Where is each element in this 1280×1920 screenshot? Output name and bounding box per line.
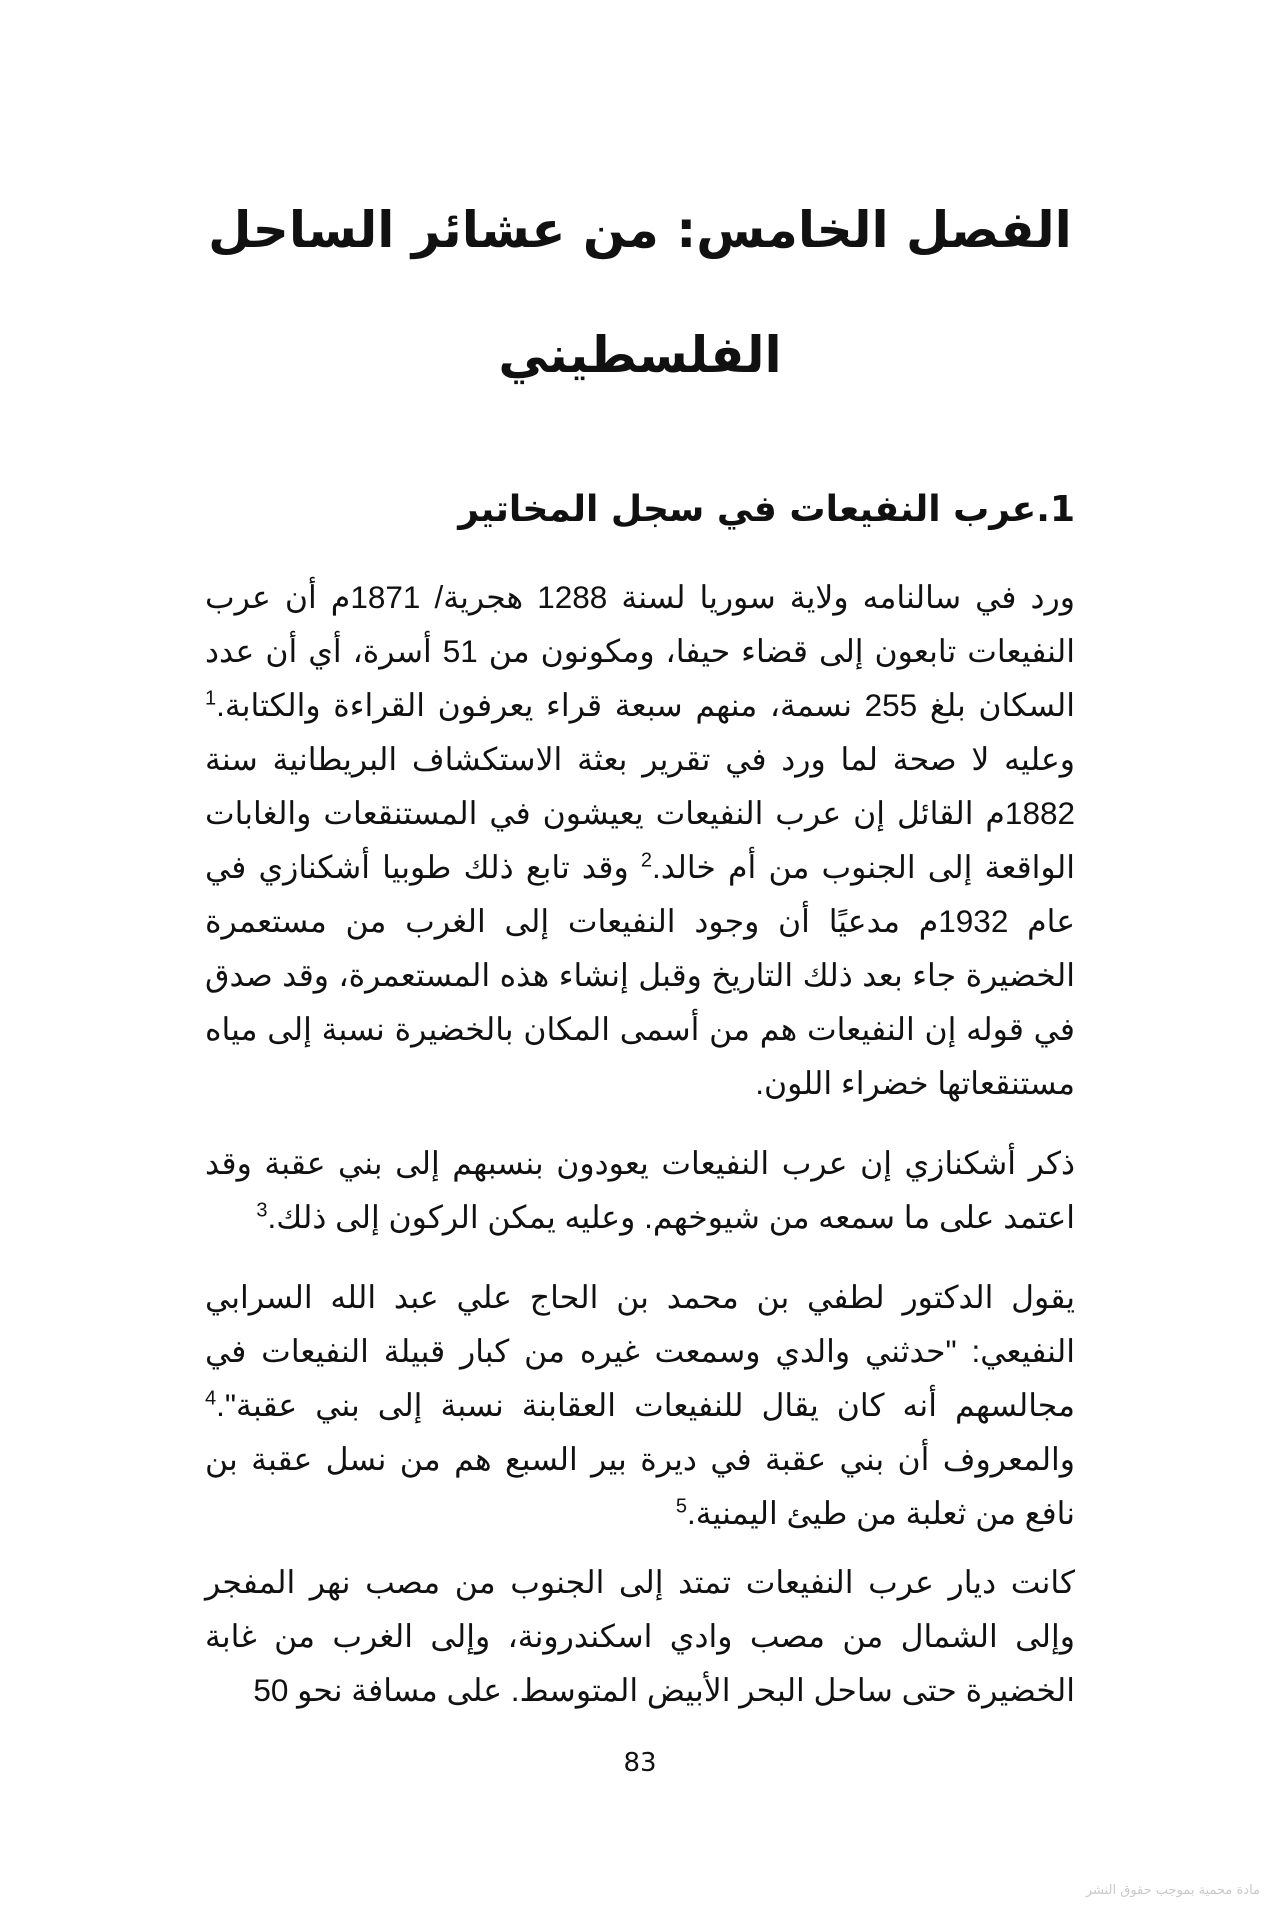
chapter-title-line-2: الفلسطيني bbox=[498, 326, 782, 384]
paragraph-2-text-a: ذكر أشكنازي إن عرب النفيعات يعودون بنسبهم إلى بني عقبة وقد اعتمد على ما سمعه من شيوخهم. وعليه يمكن الركون إلى ذلك. bbox=[205, 1145, 1075, 1235]
paragraph-3-text-b: والمعروف أن بني عقبة في ديرة بير السبع هم من نسل عقبة بن نافع من ثعلبة من طيئ اليمنية. bbox=[205, 1441, 1075, 1531]
paragraph-1-text-a: ورد في سالنامه ولاية سوريا لسنة 1288 هجرية/ 1871م أن عرب النفيعات تابعون إلى قضاء حيفا، ومكونون من 51 أسرة، أي أن عدد السكان بلغ 255 نسمة، منهم سبعة قراء يعرفون القراءة والكتابة. bbox=[205, 579, 1075, 723]
footnote-marker-2[interactable]: 2 bbox=[640, 849, 652, 872]
paragraph-3 bbox=[205, 1270, 1075, 1540]
footnote-marker-1[interactable]: 1 bbox=[205, 687, 217, 710]
paragraph-1-text-b: وعليه لا صحة لما ورد في تقرير بعثة الاستكشاف البريطانية سنة 1882م القائل إن عرب النفيعات يعيشون في المستنقعات والغابات الواقعة إلى الجنوب من أم خالد. bbox=[205, 741, 1076, 885]
paragraph-1-text-c: وقد تابع ذلك طوبيا أشكنازي في عام 1932م مدعيًا أن وجود النفيعات إلى الغرب من مستعمرة الخضيرة جاء بعد ذلك التاريخ وقبل إنشاء هذه المستعمرة، وقد صدق في قوله إن النفيعات هم من أسمى المكان بالخضيرة نسبة إلى مياه مستنقعاتها خضراء اللون. bbox=[205, 849, 1075, 1101]
footnote-marker-4[interactable]: 4 bbox=[205, 1387, 217, 1410]
paragraph-4-text-a: كانت ديار عرب النفيعات تمتد إلى الجنوب من مصب نهر المفجر وإلى الشمال من مصب وادي اسكندرونة، وإلى الغرب من غابة الخضيرة حتى ساحل البحر الأبيض المتوسط. على مسافة نحو 50 bbox=[205, 1564, 1075, 1708]
chapter-title-line-1: الفصل الخامس: من عشائر الساحل bbox=[208, 201, 1072, 259]
chapter-title bbox=[200, 201, 1080, 384]
footnote-marker-5[interactable]: 5 bbox=[675, 1495, 688, 1518]
copyright-watermark: مادة محمية بموجب حقوق النشر bbox=[1085, 1883, 1260, 1898]
page-number: 83 bbox=[623, 1748, 657, 1778]
footnote-marker-3[interactable]: 3 bbox=[256, 1199, 268, 1222]
paragraph-2 bbox=[205, 1136, 1075, 1244]
paragraph-3-text-a: يقول الدكتور لطفي بن محمد بن الحاج علي عبد الله السرابي النفيعي: "حدثني والدي وسمعت غيره من كبار قبيلة النفيعات في مجالسهم أنه كان يقال للنفيعات العقابنة نسبة إلى بني عقبة". bbox=[205, 1279, 1075, 1423]
section-heading: 1.عرب النفيعات في سجل المخاتير bbox=[458, 489, 1075, 530]
paragraph-4 bbox=[205, 1555, 1075, 1717]
paragraph-1 bbox=[205, 570, 1075, 1110]
